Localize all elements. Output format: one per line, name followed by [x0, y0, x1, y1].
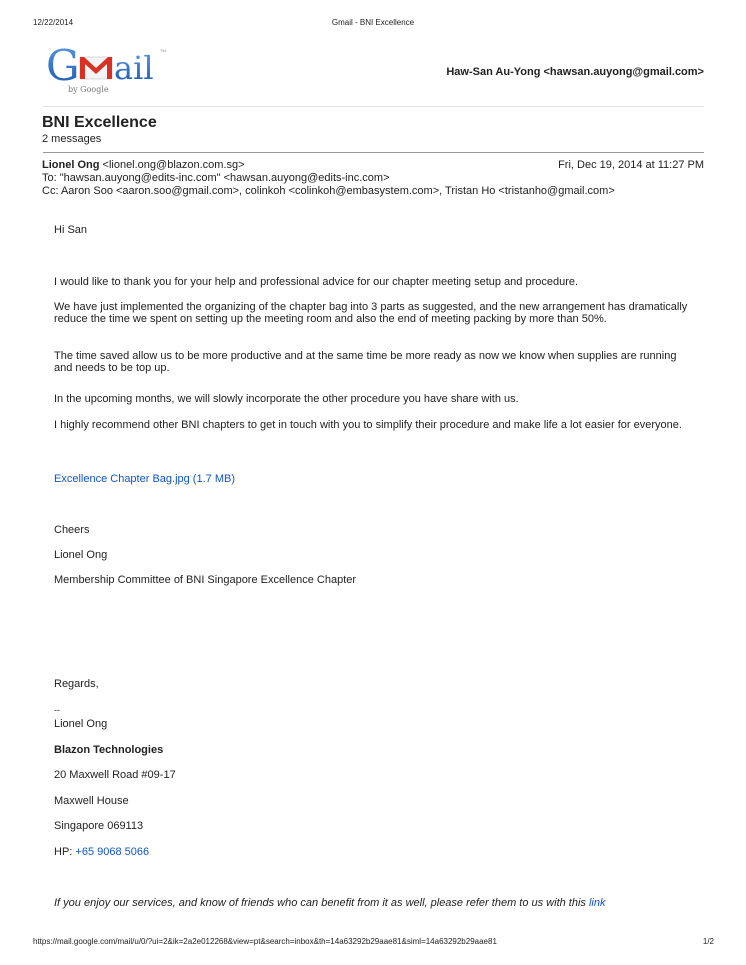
sender-email: <lionel.ong@blazon.com.sg>: [102, 159, 245, 171]
svg-text:G: G: [46, 41, 80, 90]
message-sender: [42, 159, 245, 172]
body-paragraph: I highly recommend other BNI chapters to get in touch with you to simplify their procedure and make life a lot easier for everyone.: [54, 419, 682, 431]
print-date: 12/22/2014: [33, 18, 74, 27]
gmail-logo-image: [46, 40, 172, 96]
signature-company: Blazon Technologies: [54, 744, 164, 756]
sender-name: Lionel Ong: [42, 159, 100, 171]
svg-text:ail: ail: [114, 49, 154, 87]
signature-phone: [54, 846, 694, 858]
phone-label: HP:: [54, 846, 76, 858]
regards: Regards,: [54, 678, 99, 690]
signature-address-line: Singapore 069113: [54, 820, 144, 832]
signature-address-line: Maxwell House: [54, 795, 129, 807]
body-paragraph: We have just implemented the organizing of the chapter bag into 3 parts as suggested, and the new arrangement has dramatically reduce the time we spent on setting up the meeting room and also the end of meeting packing by more than 50%.: [54, 301, 688, 325]
body-paragraph: I would like to thank you for your help and professional advice for our chapter meeting setup and procedure.: [54, 276, 579, 288]
print-url: https://mail.google.com/mail/u/0/?ui=2&ik=2a2e012268&view=pt&search=inbox&th=14a63292b29aae81&siml=14a63292b29aae81: [33, 937, 497, 946]
account-label: Haw-San Au-Yong <hawsan.auyong@gmail.com>: [446, 66, 704, 78]
attachment-link[interactable]: Excellence Chapter Bag.jpg (1.7 MB): [54, 473, 235, 485]
referral-note: [54, 897, 714, 909]
body-paragraph: The time saved allow us to be more productive and at the same time be more ready as now we know when supplies are running and needs to be top up.: [54, 350, 677, 374]
message-to: To: "hawsan.auyong@edits-inc.com" <hawsan.auyong@edits-inc.com>: [42, 172, 390, 184]
signature-address-line: 20 Maxwell Road #09-17: [54, 769, 176, 781]
referral-link[interactable]: link: [588, 897, 606, 909]
referral-text: If you enjoy our services, and know of friends who can benefit from it as well, please refer them to us with this: [54, 897, 589, 909]
greeting: Hi San: [54, 224, 88, 236]
print-title: Gmail - BNI Excellence: [331, 18, 415, 27]
thread-divider: [43, 152, 704, 153]
thread-subject: BNI Excellence: [42, 114, 157, 131]
message-date: Fri, Dec 19, 2014 at 11:27 PM: [558, 159, 704, 171]
gmail-logo: [46, 40, 172, 96]
signer-title: Membership Committee of BNI Singapore Excellence Chapter: [54, 574, 357, 586]
signature-dash: --: [54, 705, 60, 715]
header-divider: [43, 106, 704, 107]
closing: Cheers: [54, 524, 90, 536]
signature-name: Lionel Ong: [54, 718, 108, 730]
body-paragraph: In the upcoming months, we will slowly incorporate the other procedure you have share with us.: [54, 393, 519, 405]
svg-text:TM: TM: [160, 48, 166, 53]
phone-link[interactable]: +65 9068 5066: [75, 846, 150, 858]
thread-message-count: 2 messages: [42, 133, 102, 145]
message-cc: Cc: Aaron Soo <aaron.soo@gmail.com>, colinkoh <colinkoh@embasystem.com>, Tristan Ho <tristanho@gmail.com>: [42, 185, 615, 197]
signer-name: Lionel Ong: [54, 549, 108, 561]
print-page-number: 1/2: [702, 937, 714, 946]
svg-text:by Google: by Google: [68, 85, 109, 94]
